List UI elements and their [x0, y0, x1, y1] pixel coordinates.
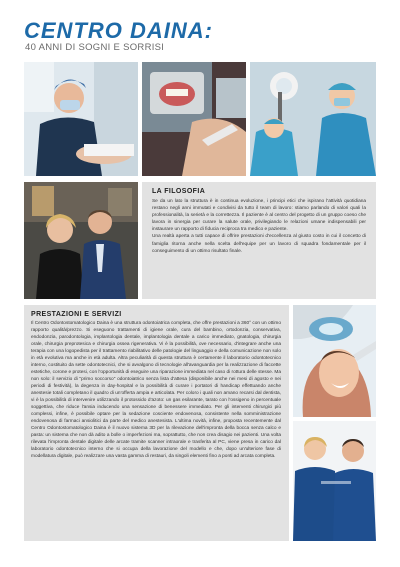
photo-patient-dental-light	[293, 305, 376, 417]
filosofia-paragraph-1: Se da un lato la struttura è in continua evoluzione, i principi etici che ispirano l'attività quotidiana restano negli anni immutati e condivisi da tutto il team di lavoro: stiamo parlando di valori quali la professionalità, la serietà e la correttezza. Il paziente è al centro del progetto di un gruppo coeso che lavora in sinergia per curare la salute orale, privilegiando le relazioni umane indispensabili per instaurare un rapporto di fiducia reciproca tra medico e paziente.	[152, 199, 366, 233]
photo-doctors-portrait	[24, 182, 138, 299]
page-subtitle: 40 ANNI DI SOGNI E SORRISI	[25, 42, 165, 53]
page-title: CENTRO DAINA:	[24, 18, 213, 43]
photo-tooth-closeup	[142, 62, 246, 176]
servizi-heading: PRESTAZIONI E SERVIZI	[31, 311, 122, 318]
photo-staff-portrait	[293, 421, 376, 541]
filosofia-section	[142, 182, 376, 299]
filosofia-paragraph-2: Una realtà aperta a tutti capace di offrire prestazioni d'eccellenza al giusto costo in cui il concetto di famiglia ritorna anche nella scelta dell'equipe per un lavoro di squadra fondamentale per il conseguimento di un ottimo risultato finale.	[152, 234, 366, 254]
photo-surgery-team	[250, 62, 376, 176]
servizi-paragraph: Il Centro Odontostomatologico Daina è una struttura odontoiatrica completa, che offre prestazioni a 360° con un ottimo rapporto qualità/prezzo. Si eseguono trattamenti di igiene orale, cura del bambino, ortodonzia, conservativa, endodonzia, parodontologia, implantologia dentale, implantologia dentale a carico immediato, gnatologia, chirurgia orale, chirurgia preprotesica e chirurgia ossea rigenerativa. Vi è la possibilità, ove necessario, d'integrare anche una terapia con una logopedista per il trattamento riabilitativo delle patologie del linguaggio e della comunicazione non solo in età evolutiva ma anche in età adulta. Altra peculiarità di questa struttura è certamente il laboratorio odontotecnico interno, costituito da sette odontotecnici, che si avvalgono di tecnologie all'avanguardia per la realizzazione di faccette estetiche, corone e protesi, con l'opportunità di eseguire una riparazione immediata nel caso di rottura delle stesse. Ma non solo: il servizio di "primo soccorso" odontoiatrico senza lista d'attesa (disponibile anche nei mesi di agosto e nei periodi di festività), la degenza in day-hospital e la possibilità di curare i portatori di handicap effettuando anche anestesie totali completano il quadro di un'offerta ampia e articolata. Per coloro i quali non amano recarsi dal dentista, vi è la possibilità di intervenire utilizzando il protossido d'azoto: un gas esilarante, tarato con l'ossigeno in percentuale soggettiva, che riduce l'ansia inducendo una sensazione di benessere immediato. Per gli interventi chirurgici più complessi, infine, è possibile optare per la sedazione cosciente endovenosa, consistente nella somministrazione endovenosa di farmaci ansiolitici da parte del medico anestesista. L'ultima novità, infine, proposta recentemente dal Centro Odontostomatologico Daina è il nuovo sistema 3D per la rilevazione dell'impronta della bocca senza calco e pasta: un sistema che non dà adito a bolle o imperfezioni ma, soprattutto, che non crea disagio nei pazienti. Una volta rilevata l'impronta dentale digitale delle arcate tramite scanner intraorale e trasferita al PC, viene presa in carico dal laboratorio odontotecnico interno che si occupa della lavorazione del modello e che, dopo un'ulteriore fase di modellatura digitale, può realizzare una vasta gamma di restauri, da singoli elementi fino a ponti ad arcata completa.	[31, 321, 281, 459]
servizi-section	[24, 305, 289, 541]
photo-dentist-with-patient	[24, 62, 138, 176]
filosofia-heading: LA FILOSOFIA	[152, 188, 206, 195]
